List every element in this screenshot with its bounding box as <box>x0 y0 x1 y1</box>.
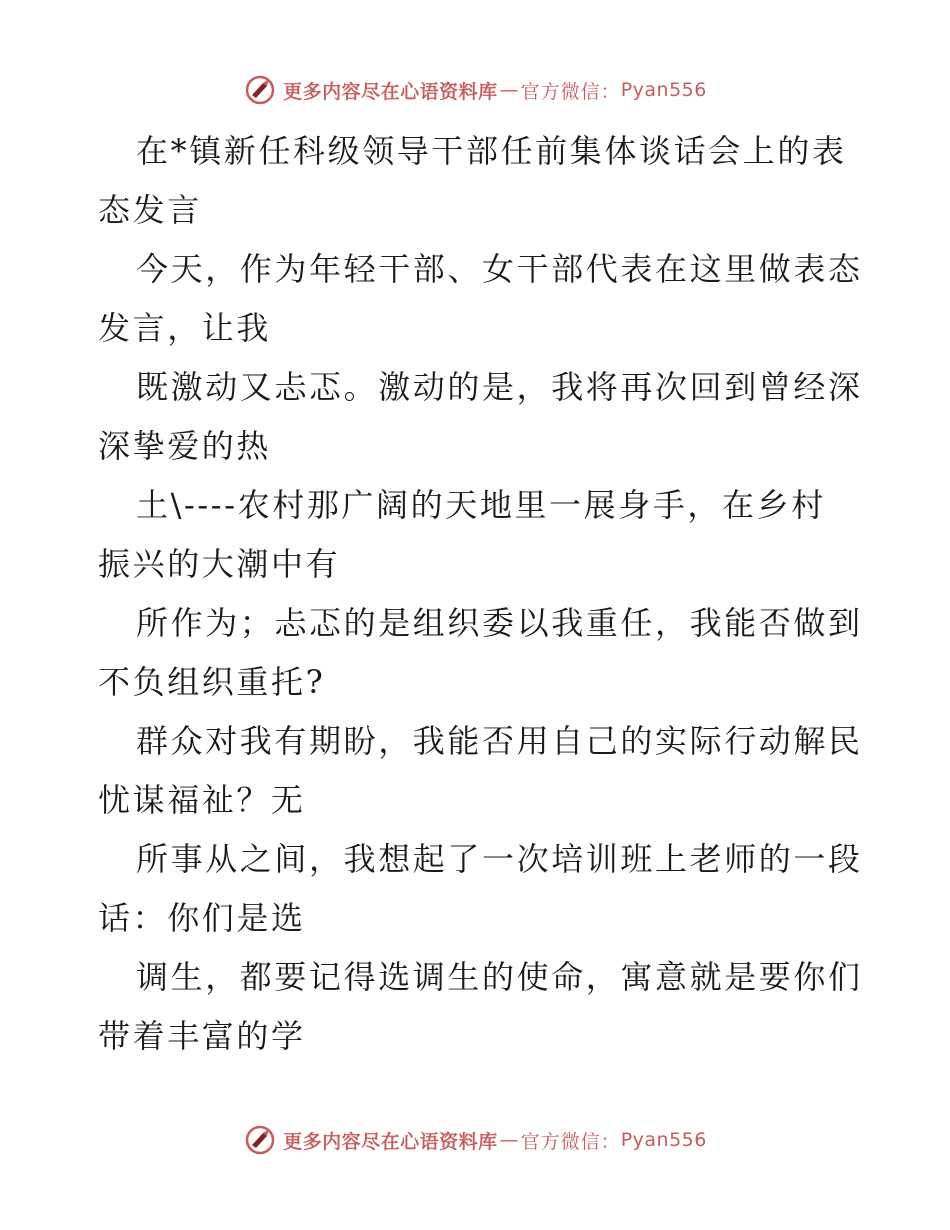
banner-separator: — <box>499 1129 519 1151</box>
paragraph-line: 土\----农村那广阔的天地里一展身手，在乡村 <box>136 486 826 524</box>
paragraph <box>98 476 858 594</box>
paragraph <box>98 594 863 712</box>
paragraph-line: 话：你们是选 <box>98 899 306 937</box>
paragraph-line: 深挚爱的热 <box>98 427 272 465</box>
footer-watermark-banner <box>0 1120 950 1160</box>
paragraph-line: 发言，让我 <box>98 309 272 347</box>
wechat-handle: Pyan556 <box>620 1129 707 1151</box>
paragraph-line: 态发言 <box>98 191 202 229</box>
site-name: 更多内容尽在心语资料库 <box>283 1130 498 1153</box>
contact-label: 官方微信： <box>520 80 621 103</box>
paragraph <box>98 240 863 358</box>
paragraph <box>98 830 863 948</box>
paragraph-line: 既激动又忐忑。激动的是，我将再次回到曾经深 <box>136 368 863 406</box>
paragraph-line: 所作为；忐忑的是组织委以我重任，我能否做到 <box>136 604 863 642</box>
paragraph-line: 忧谋福祉？无 <box>98 781 306 819</box>
paragraph-line: 今天，作为年轻干部、女干部代表在这里做表态 <box>136 250 863 288</box>
paragraph-line: 不负组织重托? <box>98 663 326 701</box>
paragraph-line: 群众对我有期盼，我能否用自己的实际行动解民 <box>136 722 863 760</box>
paragraph-line: 在*镇新任科级领导干部任前集体谈话会上的表 <box>136 132 847 170</box>
brand-logo-icon <box>243 73 277 107</box>
wechat-handle: Pyan556 <box>620 79 707 101</box>
contact-label: 官方微信： <box>520 1130 621 1153</box>
site-name: 更多内容尽在心语资料库 <box>283 80 498 103</box>
paragraph-line: 调生，都要记得选调生的使命，寓意就是要你们 <box>136 958 863 996</box>
header-watermark-banner <box>0 70 950 110</box>
paragraph-line: 带着丰富的学 <box>98 1017 306 1055</box>
paragraph-title <box>98 122 858 240</box>
paragraph-line: 振兴的大潮中有 <box>98 545 341 583</box>
document-body <box>98 122 863 1066</box>
paragraph <box>98 948 863 1066</box>
brand-logo-icon <box>243 1123 277 1157</box>
paragraph <box>98 358 863 476</box>
banner-separator: — <box>499 79 519 101</box>
paragraph <box>98 712 863 830</box>
paragraph-line: 所事从之间，我想起了一次培训班上老师的一段 <box>136 840 863 878</box>
